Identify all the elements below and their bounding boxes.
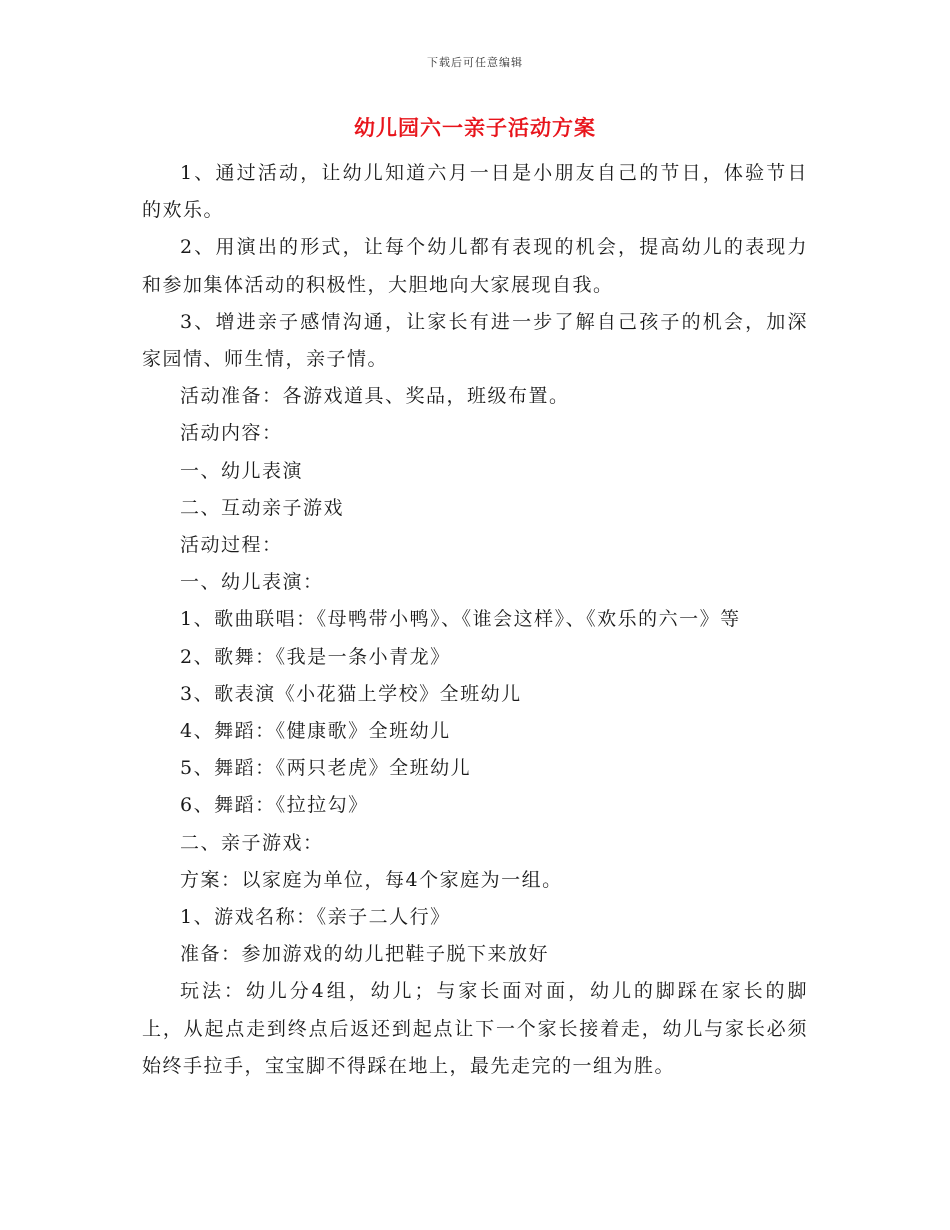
paragraph-game-1-prep: 准备：参加游戏的幼儿把鞋子脱下来放好 <box>180 943 550 966</box>
paragraph-performance-6: 6、舞蹈：《拉拉勾》 <box>180 794 369 817</box>
paragraph-performance-2: 2、歌舞：《我是一条小青龙》 <box>180 645 451 668</box>
paragraph-game-1-rules: 玩法：幼儿分4组，幼儿；与家长面对面，幼儿的脚踩在家长的脚上，从起点走到终点后返还到起点让下一个家长接着走，幼儿与家长必须始终手拉手，宝宝脚不得踩在地上，最先走完的一组为胜。 <box>142 980 808 1077</box>
paragraph-game-1-name: 1、游戏名称：《亲子二人行》 <box>180 906 451 929</box>
paragraph-performance-heading: 一、幼儿表演： <box>180 571 324 594</box>
paragraph-process-heading: 活动过程： <box>180 534 283 557</box>
paragraph-performance-1: 1、歌曲联唱：《母鸭带小鸭》、《谁会这样》、《欢乐的六一》等 <box>180 608 741 631</box>
paragraph-goal-1: 1、通过活动，让幼儿知道六月一日是小朋友自己的节日，体验节日的欢乐。 <box>142 162 808 222</box>
header-note: 下载后可任意编辑 <box>427 56 523 69</box>
paragraph-games-plan: 方案：以家庭为单位，每4个家庭为一组。 <box>180 868 563 891</box>
paragraph-content-item-2: 二、互动亲子游戏 <box>180 496 345 519</box>
paragraph-preparation: 活动准备：各游戏道具、奖品，班级布置。 <box>180 385 570 408</box>
paragraph-performance-3: 3、歌表演《小花猫上学校》全班幼儿 <box>180 682 522 705</box>
paragraph-content-heading: 活动内容： <box>180 422 283 445</box>
paragraph-goal-2: 2、用演出的形式，让每个幼儿都有表现的机会，提高幼儿的表现力和参加集体活动的积极性，大胆地向大家展现自我。 <box>142 236 808 296</box>
document-title: 幼儿园六一亲子活动方案 <box>354 116 596 140</box>
paragraph-content-item-1: 一、幼儿表演 <box>180 459 304 482</box>
paragraph-goal-3: 3、增进亲子感情沟通，让家长有进一步了解自己孩子的机会，加深家园情、师生情，亲子情。 <box>142 310 808 371</box>
paragraph-games-heading: 二、亲子游戏： <box>180 831 324 854</box>
paragraph-performance-4: 4、舞蹈：《健康歌》全班幼儿 <box>180 720 451 743</box>
document-body <box>142 155 808 1085</box>
paragraph-performance-5: 5、舞蹈：《两只老虎》全班幼儿 <box>180 757 472 780</box>
